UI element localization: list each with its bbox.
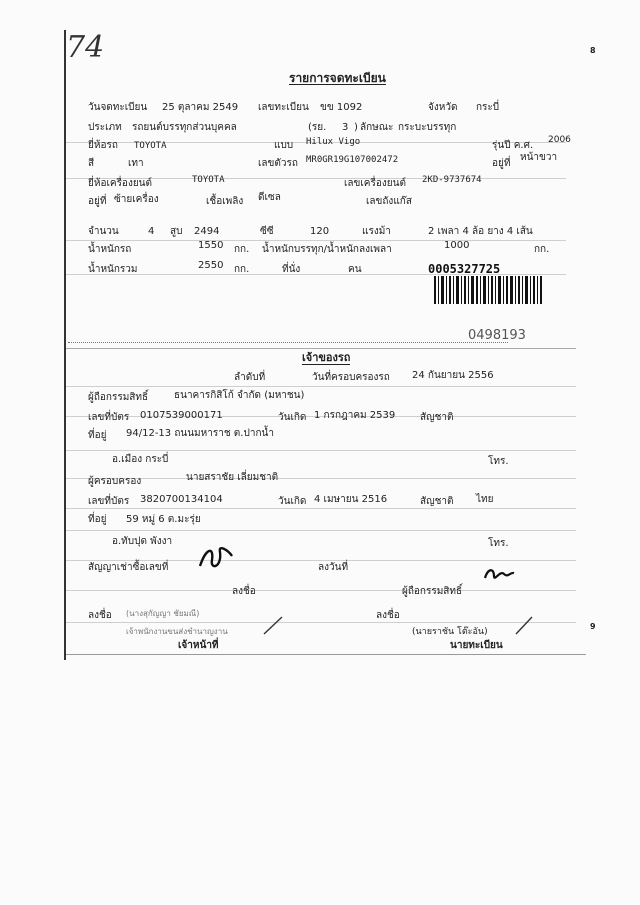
cc-label: ซีซี xyxy=(260,226,274,237)
holder-birth-label: วันเกิด xyxy=(278,412,307,423)
possession-date-value: 24 กันยายน 2556 xyxy=(412,370,494,381)
model-label: แบบ xyxy=(274,140,294,151)
fuel-value: ดีเซล xyxy=(258,192,281,203)
axle-value: 2 เพลา 4 ล้อ ยาง 4 เส้น xyxy=(428,226,533,237)
official-signature-icon xyxy=(196,542,236,576)
model-year-value: 2006 xyxy=(548,135,571,145)
possessor-nationality-value: ไทย xyxy=(476,494,494,505)
possessor-id-value: 3820700134104 xyxy=(140,494,223,505)
payload-unit: กก. xyxy=(534,244,550,255)
holder-nationality-label: สัญชาติ xyxy=(420,412,454,423)
vin-label: เลขตัวรถ xyxy=(258,158,298,169)
horsepower-value: 120 xyxy=(310,226,330,237)
official-name: (นางสุกัญญา ชัยมณี) xyxy=(126,609,200,618)
possessor-address-value: 59 หมู่ 6 ต.มะรุ่ย xyxy=(126,514,201,525)
fuel-label: เชื้อเพลิง xyxy=(206,196,244,207)
cylinder-label: สูบ xyxy=(170,226,183,237)
holder-value: ธนาคารกิสิโก้ จำกัด (มหาชน) xyxy=(174,390,305,401)
contract-number-label: สัญญาเช่าซื้อเลขที่ xyxy=(88,562,169,573)
possessor-nationality-label: สัญชาติ xyxy=(420,496,454,507)
barcode-number: 0005327725 xyxy=(428,262,501,276)
cut-serial-number: 0498193 xyxy=(468,328,526,343)
possessor-tel-label: โทร. xyxy=(488,538,509,549)
possessor-label: ผู้ครอบครอง xyxy=(88,476,142,487)
holder-birth-value: 1 กรกฎาคม 2539 xyxy=(314,410,396,421)
signature-label-2: ลงชื่อ xyxy=(88,610,112,621)
possessor-id-label: เลขที่บัตร xyxy=(88,496,130,507)
type-label: ประเภท xyxy=(88,122,122,133)
order-label: ลำดับที่ xyxy=(234,372,266,383)
reg-date-value: 25 ตุลาคม 2549 xyxy=(162,102,239,113)
color-value: เทา xyxy=(128,158,144,169)
official-role: เจ้าหน้าที่ xyxy=(178,640,219,651)
type-value: รถยนต์บรรทุกส่วนบุคคล xyxy=(132,122,237,133)
weight-label: น้ำหนักรถ xyxy=(88,244,132,255)
province-value: กระบี่ xyxy=(476,102,500,113)
vin-value: MR0GR19G107002472 xyxy=(306,155,399,165)
model-value: Hilux Vigo xyxy=(306,137,361,147)
possessor-address-label: ที่อยู่ xyxy=(88,514,107,525)
body-value: กระบะบรรทุก xyxy=(398,122,457,133)
holder-label: ผู้ถือกรรมสิทธิ์ xyxy=(88,392,149,403)
ry-value: 3 xyxy=(342,122,349,133)
color-label: สี xyxy=(88,158,95,169)
possessor-birth-value: 4 เมษายน 2516 xyxy=(314,494,388,505)
official-check-mark-icon xyxy=(262,614,286,638)
engine-brand-label: ยี่ห้อเครื่องยนต์ xyxy=(88,178,153,189)
registrar-role: นายทะเบียน xyxy=(450,640,503,651)
page-corner-mark-bottom: 9 xyxy=(590,622,596,631)
reg-date-label: วันจดทะเบียน xyxy=(88,102,148,113)
holder-signature-label: ผู้ถือกรรมสิทธิ์ xyxy=(402,586,463,597)
weight-unit: กก. xyxy=(234,244,250,255)
brand-value: TOYOTA xyxy=(134,141,167,151)
horsepower-label: แรงม้า xyxy=(362,226,391,237)
total-weight-value: 2550 xyxy=(198,260,224,271)
perforation-line xyxy=(68,342,508,343)
vin-location-value: หน้าขวา xyxy=(520,152,558,163)
model-year-label: รุ่นปี ค.ศ. xyxy=(492,140,534,151)
engine-location-label: อยู่ที่ xyxy=(88,196,107,207)
registration-document: รายการจดทะเบียน วันจดทะเบียน 25 ตุลาคม 2549 เลขทะเบียน ขข 1092 จังหวัด กระบี่ 74 ประเภท รถยนต์บรรทุกส่วนบุคคล (รย. 3 ) ลักษณะ กระบะบรรทุก ยี่ห้อรถ TOYOTA แบบ Hilux Vigo รุ่นปี ค.ศ. 2006 สี เทา เลขตัวรถ MR0GR19G107002472 อยู่ที่ หน้าขวา ยี่ห้อเครื่องยนต์ TOYOTA เลขเครื่องยนต์ 2KD-9737674 อยู่ที่ ซ้ายเครื่อง เชื้อเพลิง ดีเซล เลขถังแก๊ส จำนวน 4 สูบ 2494 ซีซี 120 แรงม้า 2 เพลา 4 ล้อ ยาง 4 เส้น น้ำหนักรถ 1550 กก. น้ำหนักบรรทุก/น้ำหนักลงเพลา 1000 กก. น้ำหนักรวม 2550 กก. ที่นั่ง คน 0498193 เจ้าของรถ ลำดับที่ วันที่ครอบครองรถ 24 กันยายน 2556 ผู้ถือกรรมสิทธิ์ ธนาคารกิสิโก้ จำกัด (มหาชน) เลขที่บัตร 0107539000171 วันเกิด 1 กรกฎาคม 2539 สัญชาติ ที่อยู่ 94/12-13 ถนนมหาราช ต.ปากน้ำ อ.เมือง กระบี่ โทร. ผู้ครอบครอง นายสราชัย เลี่ยมชาติ เลขที่บัตร 3820700134104 วันเกิด 4 เมษายน 2516 สัญชาติ ไทย ที่อยู่ 59 หมู่ 6 ต.มะรุ่ย อ.ทับปุด พังงา โทร. สัญญาเช่าซื้อเลขที่ ลงวันที่ ลงชื่อ ผู้ถือกรรมสิทธิ์ ลงชื่อ (นางสุกัญญา ชัยมณี) เจ้าพนักงานขนส่งชำนาญงาน เจ้าหน้าที่ ลงชื่อ (นายราชัน โต๊ะอัน) นายทะเบียน xyxy=(64,30,586,660)
holder-id-label: เลขที่บัตร xyxy=(88,412,130,423)
holder-id-value: 0107539000171 xyxy=(140,410,223,421)
engine-number-value: 2KD-9737674 xyxy=(422,175,482,185)
holder-district-value: อ.เมือง กระบี่ xyxy=(112,454,169,465)
possessor-birth-label: วันเกิด xyxy=(278,496,307,507)
body-label: ลักษณะ xyxy=(360,122,394,133)
engine-location-value: ซ้ายเครื่อง xyxy=(114,194,159,205)
engine-brand-value: TOYOTA xyxy=(192,175,225,185)
registrar-check-mark-icon xyxy=(514,614,534,638)
holder-signature-icon xyxy=(482,562,516,586)
registrar-name: (นายราชัน โต๊ะอัน) xyxy=(412,627,488,637)
owner-section-title: เจ้าของรถ xyxy=(302,351,351,364)
province-label: จังหวัด xyxy=(428,102,458,113)
possessor-value: นายสราชัย เลี่ยมชาติ xyxy=(186,472,279,483)
payload-value: 1000 xyxy=(444,240,470,251)
possession-date-label: วันที่ครอบครองรถ xyxy=(312,372,390,383)
weight-value: 1550 xyxy=(198,240,224,251)
vin-location-label: อยู่ที่ xyxy=(492,158,511,169)
page-corner-mark-top: 8 xyxy=(590,46,596,55)
displacement-value: 2494 xyxy=(194,226,220,237)
possessor-district-value: อ.ทับปุด พังงา xyxy=(112,536,173,547)
plate-value: ขข 1092 xyxy=(320,102,363,113)
contract-date-label: ลงวันที่ xyxy=(318,562,349,573)
gas-tank-label: เลขถังแก๊ส xyxy=(366,196,412,207)
official-position: เจ้าพนักงานขนส่งชำนาญงาน xyxy=(126,627,228,636)
seats-label: ที่นั่ง xyxy=(282,264,301,275)
holder-address-value: 94/12-13 ถนนมหาราช ต.ปากน้ำ xyxy=(126,428,274,439)
count-value: 4 xyxy=(148,226,155,237)
signature-label-3: ลงชื่อ xyxy=(376,610,400,621)
engine-number-label: เลขเครื่องยนต์ xyxy=(344,178,406,189)
holder-tel-label: โทร. xyxy=(488,456,509,467)
persons-label: คน xyxy=(348,264,362,275)
signature-label-1: ลงชื่อ xyxy=(232,586,256,597)
plate-label: เลขทะเบียน xyxy=(258,102,309,113)
total-weight-unit: กก. xyxy=(234,264,250,275)
document-title: รายการจดทะเบียน xyxy=(289,71,386,85)
holder-address-label: ที่อยู่ xyxy=(88,430,107,441)
count-label: จำนวน xyxy=(88,226,119,237)
ry-label: (รย. xyxy=(308,122,327,133)
barcode-icon xyxy=(434,276,542,304)
brand-label: ยี่ห้อรถ xyxy=(88,140,118,151)
total-weight-label: น้ำหนักรวม xyxy=(88,264,138,275)
handwritten-number: 74 xyxy=(66,30,105,65)
payload-label: น้ำหนักบรรทุก/น้ำหนักลงเพลา xyxy=(262,244,392,255)
